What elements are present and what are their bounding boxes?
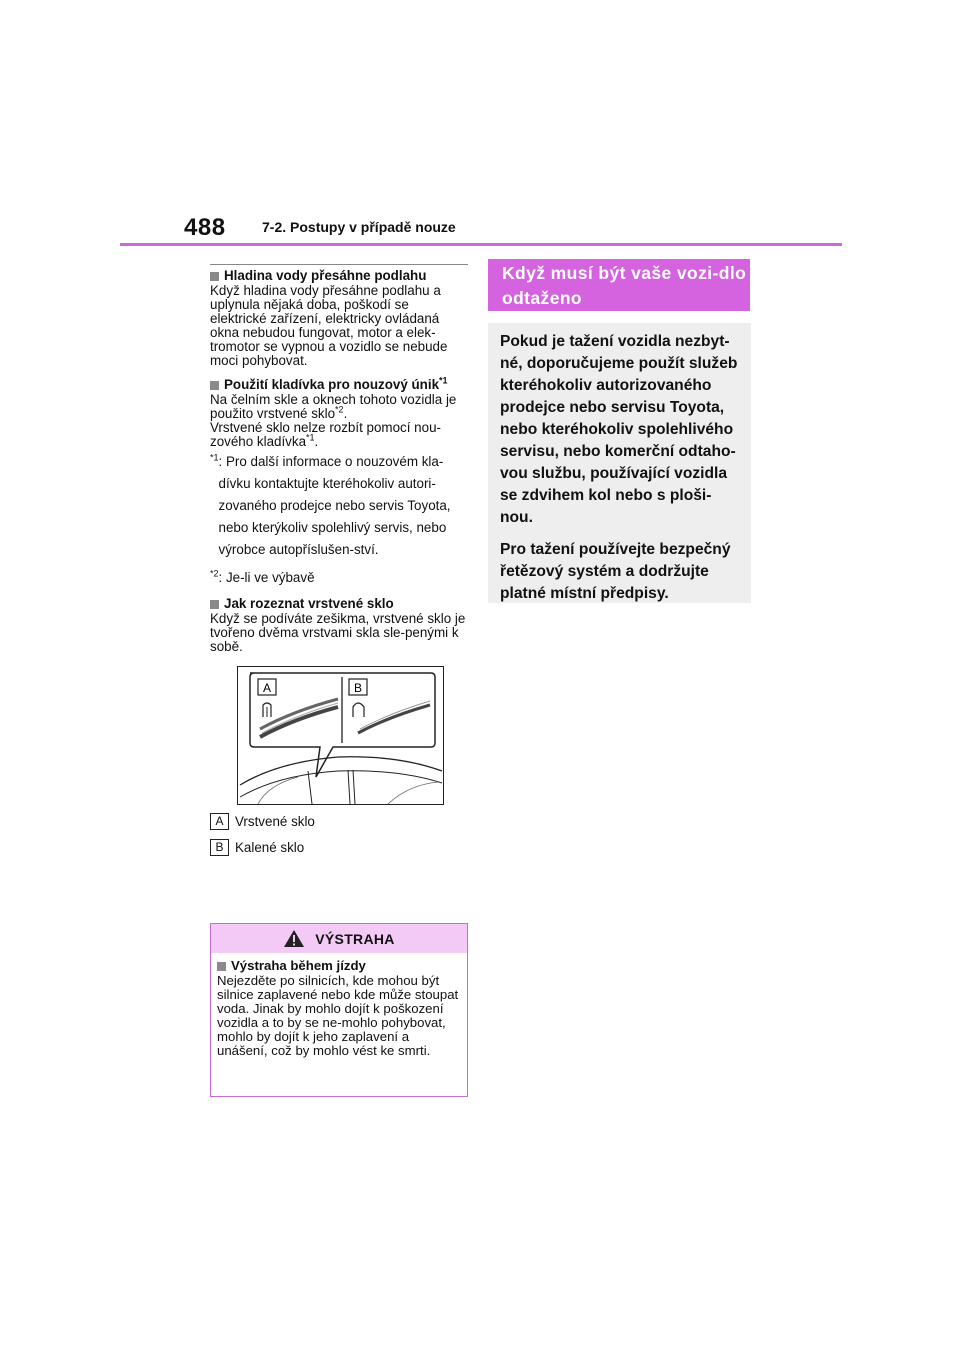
section-title: 7-2. Postupy v případě nouze <box>262 219 456 235</box>
figure-label-a: A <box>262 681 272 695</box>
towing-paragraph-2: Pro tažení používejte bezpečný řetězový systém a dodržujte platné místní předpisy. <box>500 541 731 602</box>
legend-badge: B <box>210 839 229 856</box>
heading-recognize-glass <box>210 597 468 611</box>
legend-item-b <box>210 839 468 856</box>
towing-info-box <box>488 323 751 603</box>
glass-illustration <box>237 666 444 805</box>
footnote-1 <box>210 451 468 561</box>
footnote-ref: *2 <box>335 404 344 415</box>
square-bullet-icon <box>210 600 219 609</box>
warning-body <box>211 953 467 1058</box>
warning-header <box>211 924 467 953</box>
heading-text: Jak rozeznat vrstvené sklo <box>224 596 394 611</box>
paragraph-recognize-glass: Když se podíváte zešikma, vrstvené sklo je tvořeno dvěma vrstvami skla sle-penými k sobě. <box>210 611 466 654</box>
footnote-ref: *1 <box>439 375 448 386</box>
warning-title: VÝSTRAHA <box>315 930 395 947</box>
warning-triangle-icon <box>283 929 305 948</box>
legend-text: Vrstvené sklo <box>235 813 315 829</box>
warning-heading <box>217 959 461 973</box>
heading-water-level <box>210 269 468 283</box>
car-window-drawing <box>238 667 443 804</box>
footnote-mark: *1 <box>210 452 219 463</box>
footnote-2 <box>210 567 468 589</box>
paragraph-water-level: Když hladina vody přesáhne podlahu a uplynula nějaká doba, poškodí se elektrické zařízení, elektricky ovládaná okna nebudou fungovat, motor a elek-tromotor se vypnou a vozidlo se nebude moci pohybovat. <box>210 283 448 368</box>
warning-text: Nejezděte po silnicích, kde mohou být silnice zaplavené nebo kde může stoupat voda. Jinak by mohlo dojít k poškození vozidla a to by se ne-mohlo pohybovat, mohlo by dojít k jeho zaplavení a unášení, což by mohlo vést ke smrti. <box>217 973 459 1058</box>
towing-section-title: Když musí být vaše vozi-dlo odtaženo <box>488 259 750 311</box>
square-bullet-icon <box>217 962 226 971</box>
paragraph-laminated-glass: Na čelním skle a oknech tohoto vozidla je použito vrstvené sklo$^{*2}$. Vrstvené sklo nelze rozbít pomocí nou-zového kladívka$^{*1}$. <box>210 392 457 449</box>
header-divider <box>120 243 842 246</box>
figure-label-b: B <box>353 681 363 695</box>
left-column <box>210 264 468 865</box>
footnote-text: : Je-li ve výbavě <box>218 570 315 585</box>
footnote-text: : Pro další informace o nouzovém kla-dívku kontaktujte kteréhokoliv autori-zovaného prodejce nebo servis Toyota, nebo kterýkoliv spolehlivý servis, nebo výrobce autopříslušen-ství. <box>218 454 451 557</box>
heading-text: Výstraha během jízdy <box>231 958 366 973</box>
square-bullet-icon <box>210 272 219 281</box>
square-bullet-icon <box>210 381 219 390</box>
page-number: 488 <box>184 214 226 241</box>
towing-paragraph-1: Pokud je tažení vozidla nezbyt-né, doporučujeme použít služeb kteréhokoliv autorizovaného prodejce nebo servisu Toyota, nebo kteréhokoliv spolehlivého servisu, nebo komerční odtaho-vou službu, používající vozidla se zdvihem kol nebo s ploši-nou. <box>500 333 738 526</box>
heading-emergency-hammer <box>210 375 468 392</box>
legend-text: Kalené sklo <box>235 839 305 855</box>
legend-item-a <box>210 813 468 830</box>
heading-text: Použití kladívka pro nouzový únik$^{*1}$ <box>224 375 448 392</box>
warning-box <box>210 923 468 1097</box>
heading-text: Hladina vody přesáhne podlahu <box>224 268 427 283</box>
legend-badge: A <box>210 813 229 830</box>
top-divider <box>210 264 468 265</box>
footnote-ref: *1 <box>306 432 315 443</box>
footnote-mark: *2 <box>210 568 219 579</box>
